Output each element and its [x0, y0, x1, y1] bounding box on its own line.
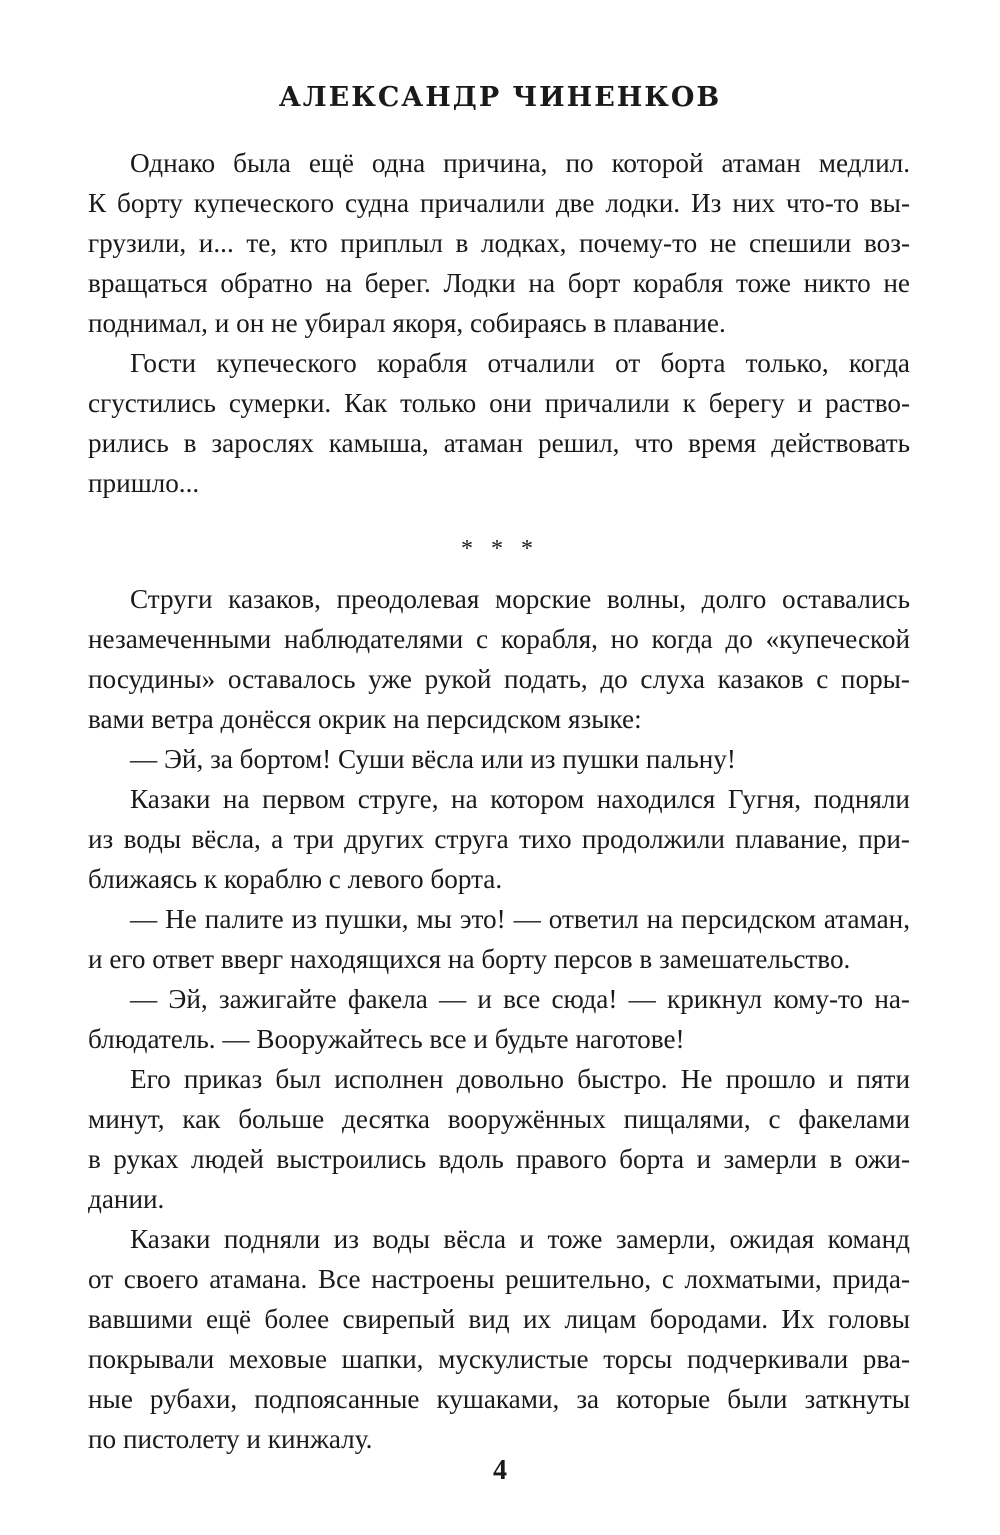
text-line: дании.: [88, 1184, 165, 1214]
text-line: из воды вёсла, а три других струга тихо продолжили плавание, при-: [88, 824, 910, 854]
text-line: Однако была ещё одна причина, по которой атаман медлил.: [130, 148, 910, 178]
section-separator: * * *: [461, 536, 539, 562]
text-line: рились в зарослях камыша, атаман решил, что время действовать: [88, 428, 910, 458]
text-line: ближаясь к кораблю с левого борта.: [88, 864, 503, 894]
text-line: в руках людей выстроились вдоль правого борта и замерли в ожи-: [88, 1144, 910, 1174]
text-line: сгустились сумерки. Как только они причалили к берегу и раство-: [88, 388, 910, 418]
text-line: покрывали меховые шапки, мускулистые торсы подчеркивали рва-: [88, 1344, 910, 1374]
text-line: по пистолету и кинжалу.: [88, 1424, 373, 1454]
text-line: — Не палите из пушки, мы это! — ответил на персидском атаман,: [130, 904, 910, 934]
text-line: К борту купеческого судна причалили две лодки. Из них что-то вы-: [88, 188, 910, 218]
page-number: 4: [493, 1455, 507, 1486]
text-line: Струги казаков, преодолевая морские волны, долго оставались: [130, 584, 910, 614]
text-line: Казаки подняли из воды вёсла и тоже замерли, ожидая команд: [130, 1224, 910, 1254]
text-line: Казаки на первом струге, на котором находился Гугня, подняли: [130, 784, 910, 814]
text-line: — Эй, зажигайте факела — и все сюда! — крикнул кому-то на-: [130, 984, 910, 1014]
text-line: — Эй, за бортом! Суши вёсла или из пушки пальну!: [130, 744, 736, 774]
text-line: минут, как больше десятка вооружённых пищалями, с факелами: [88, 1104, 910, 1134]
text-line: посудины» оставалось уже рукой подать, до слуха казаков с поры-: [88, 664, 910, 694]
text-line: вавшими ещё более свирепый вид их лицам бородами. Их головы: [88, 1304, 910, 1334]
text-line: поднимал, и он не убирал якоря, собираясь в плавание.: [88, 308, 726, 338]
text-line: и его ответ вверг находящихся на борту персов в замешательство.: [88, 944, 851, 974]
text-line: от своего атамана. Все настроены решительно, с лохматыми, прида-: [88, 1264, 910, 1294]
text-line: грузили, и... те, кто приплыл в лодках, почему-то не спешили воз-: [88, 228, 910, 258]
text-line: ные рубахи, подпоясанные кушаками, за которые были заткнуты: [88, 1384, 910, 1414]
text-line: Гости купеческого корабля отчалили от борта только, когда: [130, 348, 910, 378]
text-line: незамеченными наблюдателями с корабля, но когда до «купеческой: [88, 624, 910, 654]
running-header: АЛЕКСАНДР ЧИНЕНКОВ: [278, 82, 722, 113]
text-line: вращаться обратно на берег. Лодки на борт корабля тоже никто не: [88, 268, 910, 298]
text-line: вами ветра донёсся окрик на персидском языке:: [88, 704, 642, 734]
text-line: пришло...: [88, 468, 200, 498]
text-line: Его приказ был исполнен довольно быстро. Не прошло и пяти: [130, 1064, 910, 1094]
text-line: блюдатель. — Вооружайтесь все и будьте наготове!: [88, 1024, 685, 1054]
